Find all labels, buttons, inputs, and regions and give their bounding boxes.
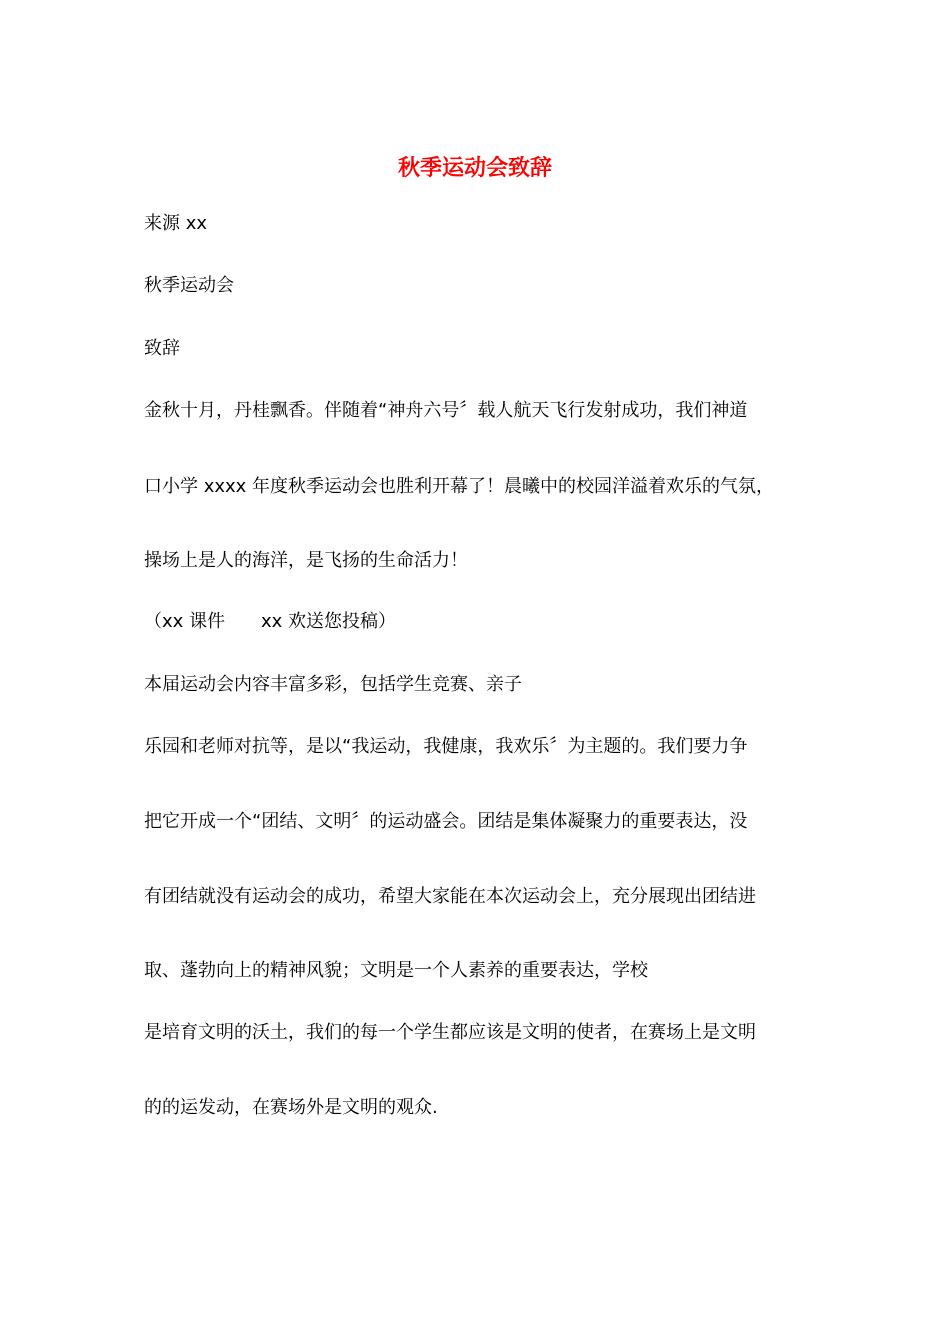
body-line: 取、蓬勃向上的精神风貌；文明是一个人素养的重要表达，学校 [144,960,648,981]
body-line: （xx 课件 xx 欢送您投稿） [144,611,397,632]
heading-line-1: 秋季运动会 [144,275,234,296]
heading-line-2: 致辞 [144,338,180,359]
body-line: 操场上是人的海洋，是飞扬的生命活力！ [144,550,468,571]
body-line: 有团结就没有运动会的成功，希望大家能在本次运动会上，充分展现出团结进 [144,886,756,907]
body-line: 金秋十月，丹桂飘香。伴随着“神舟六号〞载人航天飞行发射成功，我们神道 [144,400,748,421]
body-line: 乐园和老师对抗等，是以“我运动，我健康，我欢乐〞为主题的。我们要力争 [144,736,748,757]
body-line: 的的运发动，在赛场外是文明的观众. [144,1097,438,1118]
body-line: 口小学 xxxx 年度秋季运动会也胜利开幕了！晨曦中的校园洋溢着欢乐的气氛， [144,476,775,497]
document-title: 秋季运动会致辞 [397,155,552,181]
body-line: 把它开成一个“团结、文明〞的运动盛会。团结是集体凝聚力的重要表达，没 [144,811,748,832]
body-line: 本届运动会内容丰富多彩，包括学生竞赛、亲子 [144,674,522,695]
body-line: 是培育文明的沃土，我们的每一个学生都应该是文明的使者，在赛场上是文明 [144,1022,756,1043]
source-line: 来源 xx [144,213,208,234]
